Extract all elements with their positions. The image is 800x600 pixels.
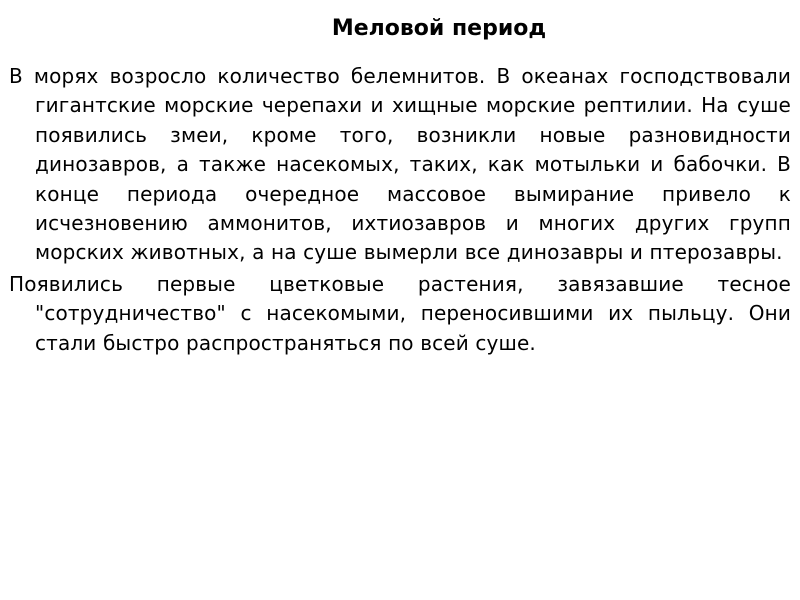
slide-body: [9, 62, 791, 360]
paragraph-flowering-plants: Появились первые цветковые растения, завязавшие тесное "сотрудничество" с насекомыми, переносившими их пыльцу. Они стали быстро распространяться по всей суше.: [9, 271, 791, 355]
slide-title: Меловой период: [331, 16, 547, 41]
paragraph-marine-life: В морях возросло количество белемнитов. В океанах господствовали гигантские морские черепахи и хищные морские рептилии. На суше появились змеи, кроме того, возникли новые разновидности динозавров, а также насекомых, таких, как мотыльки и бабочки. В конце периода очередное массовое вымирание привело к исчезновению аммонитов, ихтиозавров и многих других групп морских животных, а на суше вымерли все динозавры и птерозавры.: [9, 64, 791, 265]
